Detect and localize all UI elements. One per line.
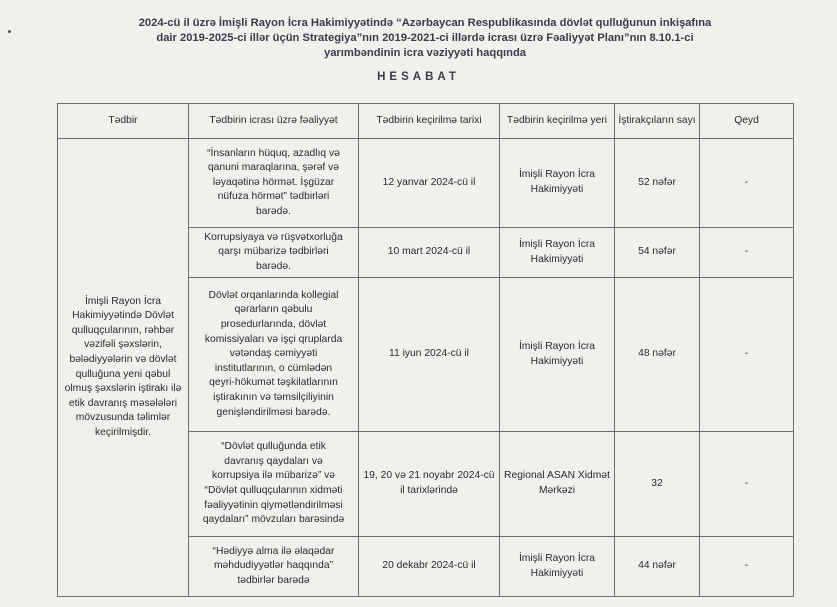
note-cell: - <box>700 139 794 228</box>
participants-cell: 44 nəfər <box>615 537 700 597</box>
place-cell: İmişli Rayon İcra Hakimiyyəti <box>500 278 615 432</box>
scan-dot <box>8 30 11 33</box>
table-row <box>58 139 794 228</box>
place-cell: İmişli Rayon İcra Hakimiyyəti <box>500 537 615 597</box>
title-line-2: dair 2019-2025-ci illər üçün Strategiya”nın 2019-2021-ci illərdə icrası üzrə Fəaliyyət Planı”nın 8.10.1-ci <box>156 32 694 44</box>
title-line-3: yarımbəndinin icra vəziyyəti haqqında <box>323 47 527 59</box>
note-cell: - <box>700 537 794 597</box>
participants-cell: 54 nəfər <box>615 228 700 278</box>
date-cell: 12 yanvar 2024-cü il <box>359 139 500 228</box>
date-cell: 11 iyun 2024-cü il <box>359 278 500 432</box>
note-cell: - <box>700 228 794 278</box>
document-title <box>95 16 755 61</box>
date-cell: 19, 20 və 21 noyabr 2024-cü il tarixlərində <box>359 432 500 537</box>
activity-cell: “Dövlət qulluğunda etik davranış qaydaları və korrupsiya ilə mübarizə” və “Dövlət qulluqçularının xidməti fəaliyyətinin qiymətləndirilməsi qaydaları” mövzuları barəsində <box>189 432 359 537</box>
place-cell: İmişli Rayon İcra Hakimiyyəti <box>500 139 615 228</box>
activity-cell: “Hədiyyə alma ilə əlaqədar məhdudiyyətlər haqqında” tədbirlər barədə <box>189 537 359 597</box>
date-cell: 10 mart 2024-cü il <box>359 228 500 278</box>
header-participants: İştirakçıların sayı <box>615 104 700 139</box>
header-activity: Tədbirin icrası üzrə fəaliyyət <box>189 104 359 139</box>
event-cell: İmişli Rayon İcra Hakimiyyətində Dövlət qulluqçularının, rəhbər vəzifəli şəxslərin, bələdiyyələrin və dövlət qulluğuna yeni qəbul olmuş şəxslərin iştirakı ilə etik davranış məsələləri mövzusunda təlimlər keçirilmişdir. <box>58 139 189 597</box>
activity-cell: “İnsanların hüquq, azadlıq və qanuni maraqlarına, şərəf və ləyaqətinə hörmət. İşgüzar nüfuza hörmət” tədbirləri barədə. <box>189 139 359 228</box>
report-table <box>57 103 794 597</box>
header-date: Tədbirin keçirilmə tarixi <box>359 104 500 139</box>
header-event: Tədbir <box>58 104 189 139</box>
participants-cell: 48 nəfər <box>615 278 700 432</box>
place-cell: Regional ASAN Xidmət Mərkəzi <box>500 432 615 537</box>
table-header-row <box>58 104 794 139</box>
note-cell: - <box>700 278 794 432</box>
report-heading: HESABAT <box>377 71 460 83</box>
participants-cell: 32 <box>615 432 700 537</box>
activity-cell: Korrupsiyaya və rüşvətxorluğa qarşı mübarizə tədbirləri barədə. <box>189 228 359 278</box>
header-place: Tədbirin keçirilmə yeri <box>500 104 615 139</box>
place-cell: İmişli Rayon İcra Hakimiyyəti <box>500 228 615 278</box>
note-cell: - <box>700 432 794 537</box>
date-cell: 20 dekabr 2024-cü il <box>359 537 500 597</box>
participants-cell: 52 nəfər <box>615 139 700 228</box>
title-line-1: 2024-cü il üzrə İmişli Rayon İcra Hakimiyyətində “Azərbaycan Respublikasında dövlət qulluğunun inkişafına <box>138 17 712 29</box>
header-note: Qeyd <box>700 104 794 139</box>
activity-cell: Dövlət orqanlarında kollegial qərarların qəbulu prosedurlarında, dövlət komissiyaları və işçi qruplarda vətəndaş cəmiyyəti institutlarının, o cümlədən qeyri-hökumət təşkilatlarının iştirakının və təmsilçiliyinin genişləndirilməsi barədə. <box>189 278 359 432</box>
